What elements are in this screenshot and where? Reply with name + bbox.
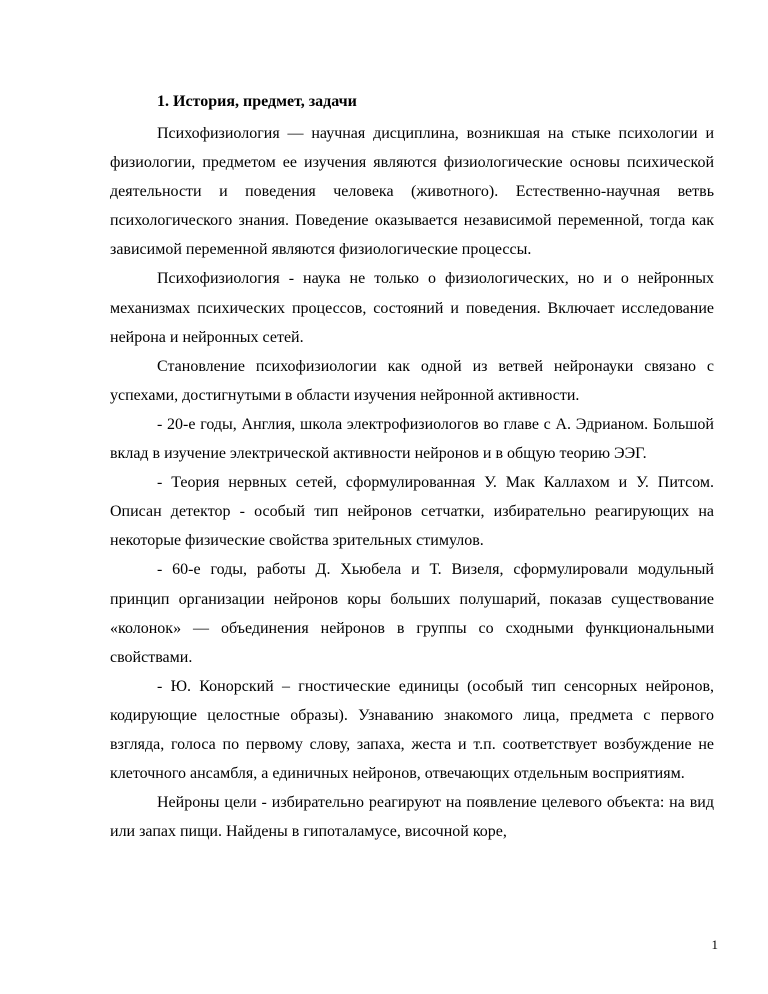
paragraph-neuronal-mechanisms: Психофизиология - наука не только о физиологических, но и о нейронных механизмах психических процессов, состояний и поведения. Включает исследование нейрона и нейронных сетей.: [110, 270, 714, 346]
paragraph-adrian-school: - 20-е годы, Англия, школа электрофизиологов во главе с А. Эдрианом. Большой вклад в изучение электрической активности нейронов и в общую теорию ЭЭГ.: [110, 415, 714, 463]
page-number: 1: [711, 937, 718, 952]
body-text: [110, 119, 714, 846]
paragraph-goal-neurons: Нейроны цели - избирательно реагируют на появление целевого объекта: на вид или запах пищи. Найдены в гипоталамусе, височной коре,: [110, 794, 714, 841]
paragraph-hubel-wiesel: - 60-е годы, работы Д. Хьюбела и Т. Визеля, сформулировали модульный принцип организации нейронов коры больших полушарий, показав существование «колонок» — объединения нейронов в группы со сходными функциональными свойствами.: [110, 561, 714, 666]
paragraph-neural-networks-theory: - Теория нервных сетей, сформулированная У. Мак Каллахом и У. Питсом. Описан детектор - особый тип нейронов сетчатки, избирательно реагирующих на некоторые физические свойства зрительных стимулов.: [110, 474, 714, 550]
paragraph-neuroscience-branch: Становление психофизиологии как одной из ветвей нейронауки связано с успехами, достигнутыми в области изучения нейронной активности.: [110, 357, 714, 404]
paragraph-definition: Психофизиология — научная дисциплина, возникшая на стыке психологии и физиологии, предметом ее изучения являются физиологические основы психической деятельности и поведения человека (животного). Естественно-научная ветвь психологического знания. Поведение оказывается независимой переменной, тогда как зависимой переменной являются физиологические процессы.: [110, 125, 714, 259]
section-heading: 1. История, предмет, задачи: [157, 93, 357, 110]
paragraph-konorski: - Ю. Конорский – гностические единицы (особый тип сенсорных нейронов, кодирующие целостные образы). Узнаванию знакомого лица, предмета с первого взгляда, голоса по первому слову, запаха, жеста и т.п. соответствует возбуждение не клеточного ансамбля, а единичных нейронов, отвечающих отдельным восприятиям.: [110, 677, 714, 783]
